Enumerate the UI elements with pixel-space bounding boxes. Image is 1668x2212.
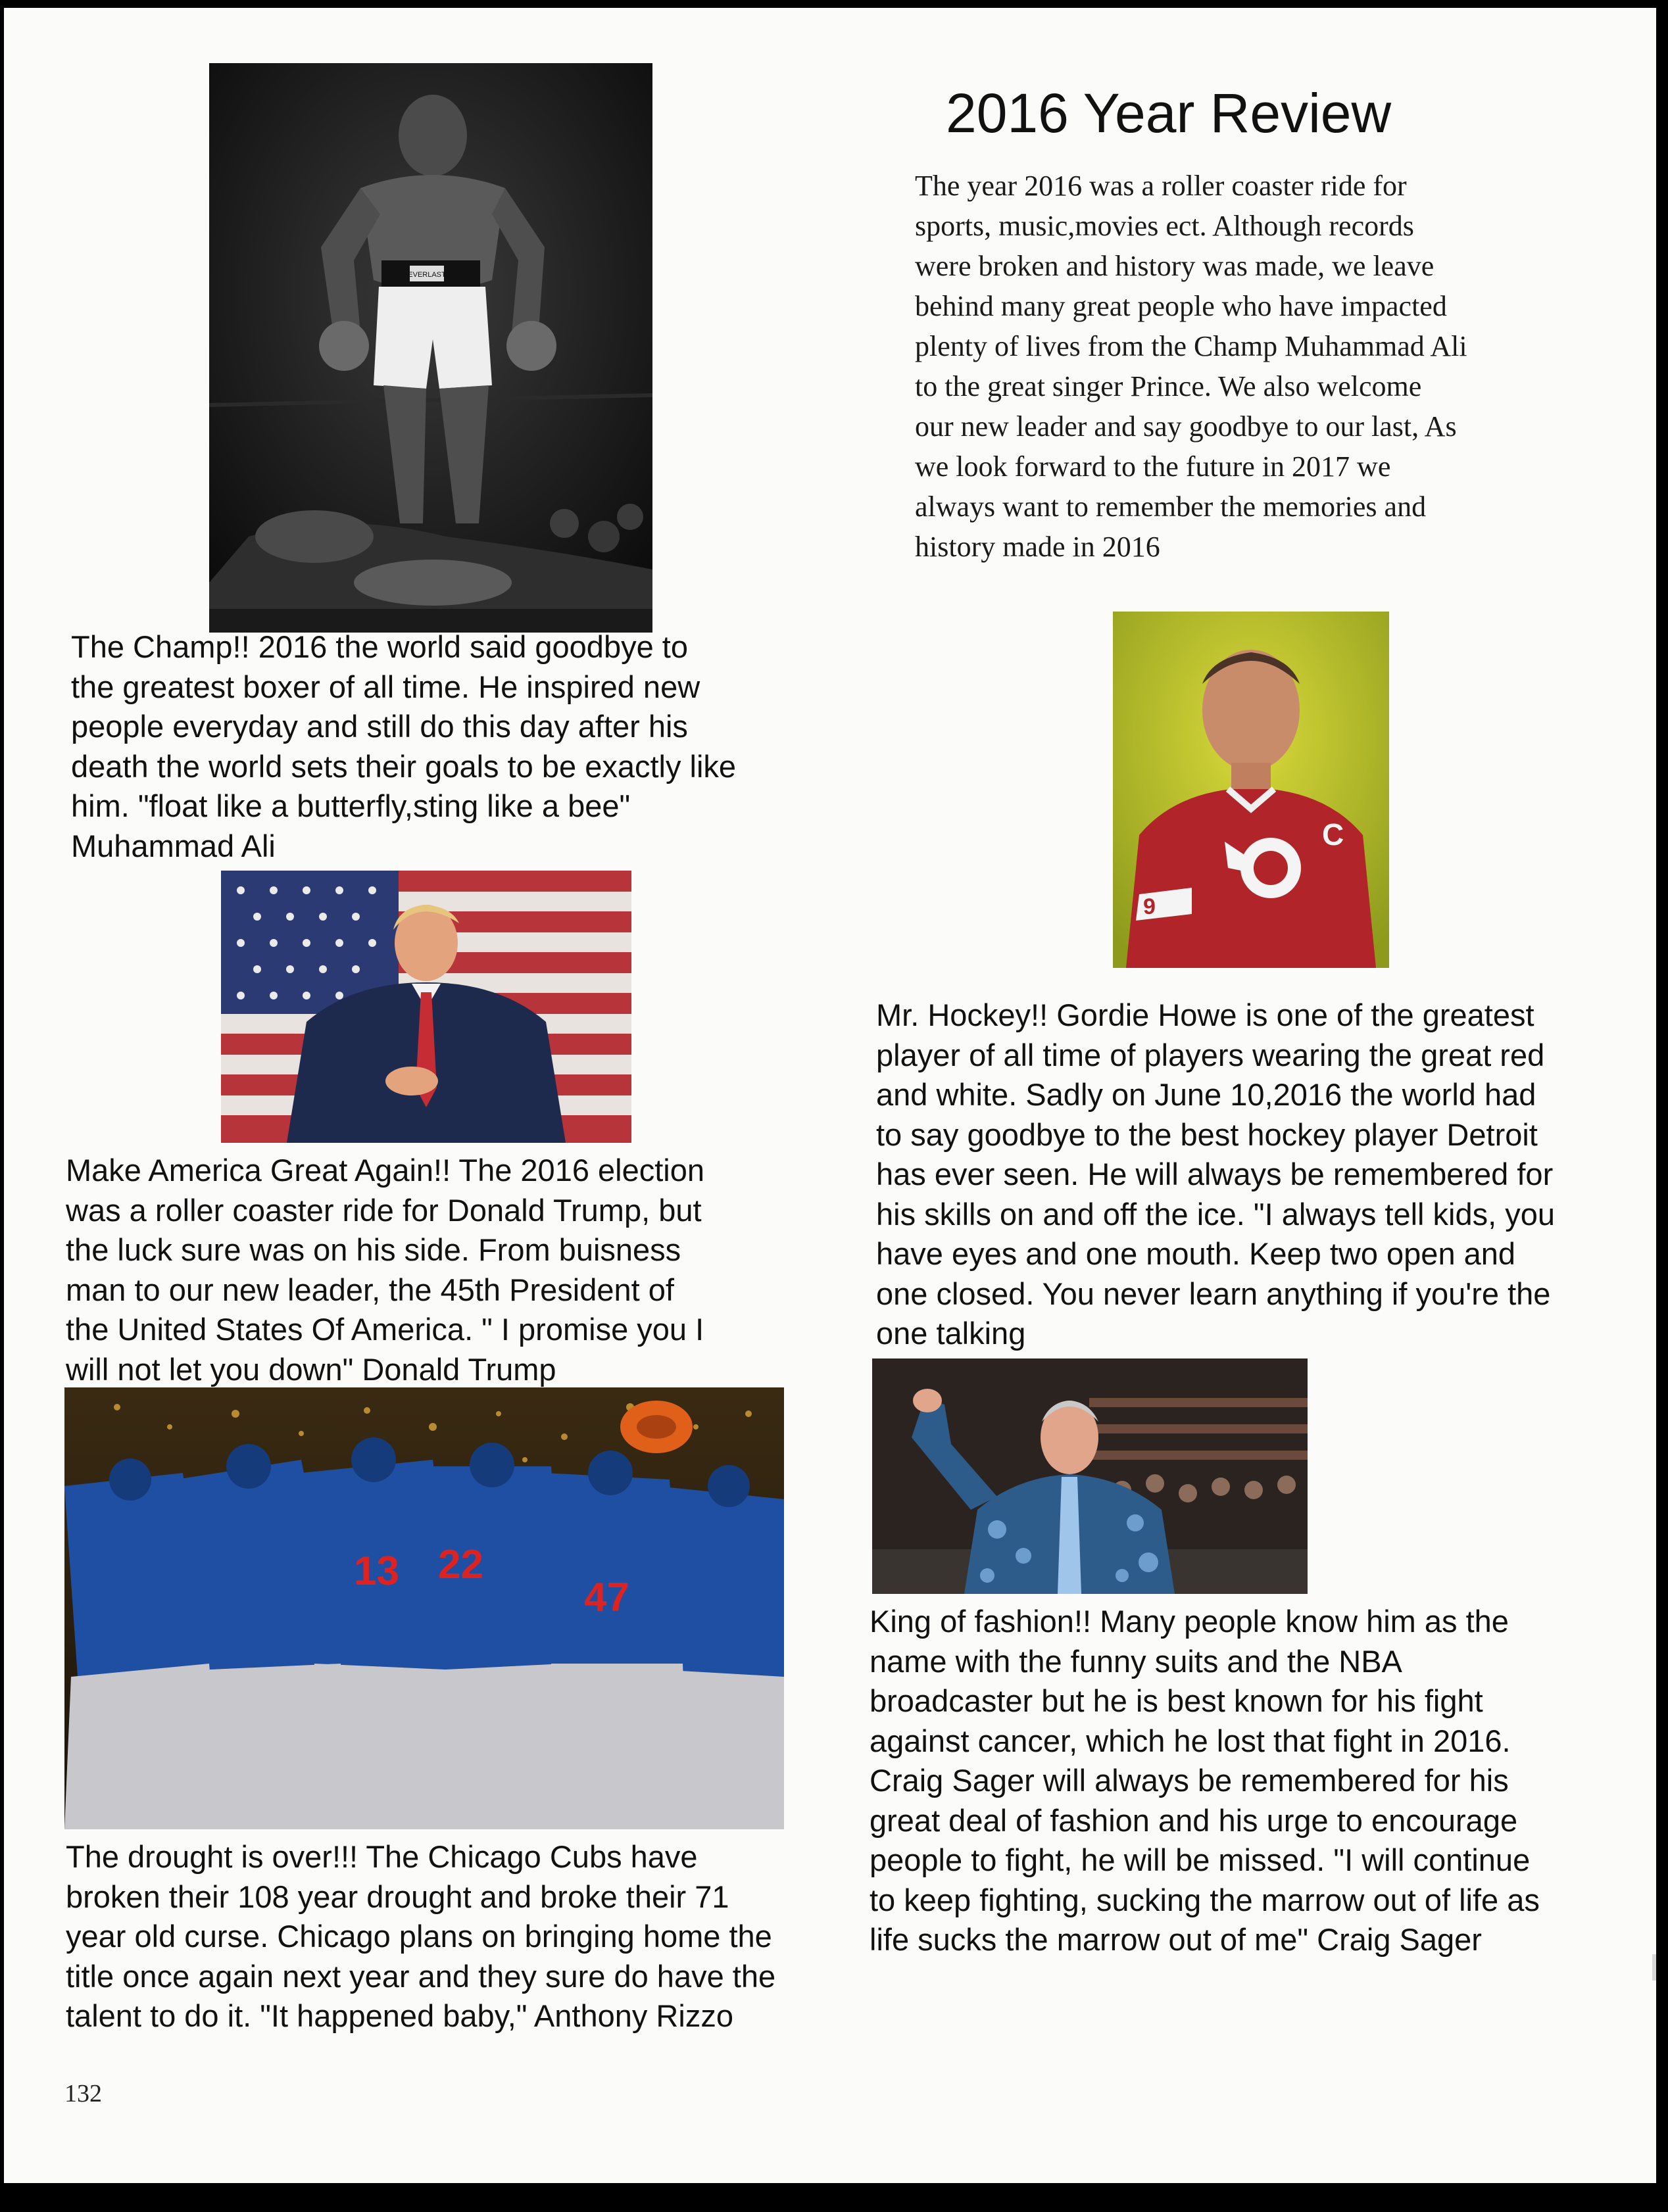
caption-line: Mr. Hockey!! Gordie Howe is one of the greatest — [876, 998, 1534, 1032]
caption-line: player of all time of players wearing the great red — [876, 1037, 1545, 1072]
caption-line: Muhammad Ali — [71, 828, 276, 863]
caption-line: Make America Great Again!! The 2016 election — [66, 1153, 705, 1188]
cubs-caption — [66, 1837, 775, 2036]
intro-line: behind many great people who have impacted — [915, 290, 1447, 322]
caption-line: talent to do it. "It happened baby," Anthony Rizzo — [66, 1998, 733, 2033]
intro-line: to the great singer Prince. We also welcome — [915, 370, 1422, 402]
jersey-number-13: 13 — [354, 1549, 399, 1594]
caption-line: the luck sure was on his side. From buisness — [66, 1232, 681, 1267]
cubs-photo — [64, 1387, 784, 1829]
caption-line: have eyes and one mouth. Keep two open and — [876, 1236, 1516, 1271]
caption-line: life sucks the marrow out of me" Craig Sager — [870, 1922, 1482, 1957]
intro-line: The year 2016 was a roller coaster ride for — [915, 170, 1407, 202]
howe-caption — [876, 996, 1555, 1354]
howe-photo-graphic — [1113, 612, 1389, 968]
caption-line: death the world sets their goals to be exactly like — [71, 748, 737, 784]
caption-line: the greatest boxer of all time. He inspired new — [71, 669, 700, 704]
caption-line: the United States Of America. " I promise you I — [66, 1312, 704, 1347]
intro-line: always want to remember the memories and — [915, 491, 1427, 523]
intro-line: our new leader and say goodbye to our last, As — [915, 410, 1457, 443]
jersey-number-22: 22 — [438, 1542, 483, 1587]
sager-photo-graphic — [872, 1358, 1308, 1594]
page-number: 132 — [64, 2080, 102, 2107]
caption-line: one closed. You never learn anything if you're the — [876, 1276, 1551, 1311]
caption-line: The drought is over!!! The Chicago Cubs have — [66, 1839, 698, 1874]
caption-line: him. "float like a butterfly,sting like a bee" — [71, 788, 631, 823]
intro-line: plenty of lives from the Champ Muhammad Ali — [915, 330, 1467, 362]
caption-line: has ever seen. He will always be remembered for — [876, 1157, 1554, 1191]
caption-line: The Champ!! 2016 the world said goodbye to — [71, 629, 688, 664]
intro-paragraph — [915, 166, 1467, 567]
ali-photo-graphic — [209, 63, 652, 633]
cubs-photo-graphic — [64, 1387, 784, 1829]
intro-line: history made in 2016 — [915, 531, 1160, 563]
caption-line: people to fight, he will be missed. "I will continue — [870, 1842, 1531, 1877]
ali-caption — [71, 627, 736, 866]
jersey-number: 9 — [1143, 894, 1156, 919]
ali-photo — [209, 63, 652, 633]
caption-line: great deal of fashion and his urge to encourage — [870, 1802, 1518, 1838]
caption-line: was a roller coaster ride for Donald Trump, but — [66, 1192, 702, 1228]
caption-line: broken their 108 year drought and broke their 71 — [66, 1879, 729, 1914]
intro-line: we look forward to the future in 2017 we — [915, 450, 1391, 483]
yearbook-page — [4, 8, 1656, 2183]
trump-photo — [221, 871, 631, 1143]
caption-line: will not let you down" Donald Trump — [66, 1351, 556, 1387]
trump-photo-graphic — [221, 871, 631, 1143]
caption-line: broadcaster but he is best known for his fight — [870, 1683, 1483, 1718]
caption-line: people everyday and still do this day after his — [71, 709, 688, 744]
caption-line: and white. Sadly on June 10,2016 the world had — [876, 1077, 1536, 1112]
caption-line: Craig Sager will always be remembered for his — [870, 1763, 1509, 1798]
jersey-number-47: 47 — [584, 1575, 629, 1620]
scan-edge-mark — [1652, 1954, 1656, 1981]
everlast-text: EVERLAST — [408, 271, 446, 279]
caption-line: to say goodbye to the best hockey player Detroit — [876, 1117, 1538, 1152]
sager-caption — [870, 1602, 1540, 1960]
caption-line: against cancer, which he lost that fight in 2016. — [870, 1723, 1511, 1758]
intro-line: were broken and history was made, we leave — [915, 250, 1435, 282]
howe-photo — [1113, 612, 1389, 968]
caption-line: name with the funny suits and the NBA — [870, 1643, 1402, 1679]
captain-letter: C — [1322, 817, 1344, 852]
caption-line: one talking — [876, 1316, 1026, 1351]
caption-line: man to our new leader, the 45th President of — [66, 1272, 674, 1307]
caption-line: King of fashion!! Many people know him as the — [870, 1604, 1509, 1639]
caption-line: year old curse. Chicago plans on bringing home the — [66, 1919, 772, 1954]
intro-line: sports, music,movies ect. Although records — [915, 210, 1414, 242]
sager-photo — [872, 1358, 1308, 1594]
caption-line: title once again next year and they sure do have the — [66, 1958, 776, 1994]
page-title: 2016 Year Review — [946, 82, 1392, 144]
trump-caption — [66, 1151, 704, 1389]
caption-line: his skills on and off the ice. "I always tell kids, you — [876, 1196, 1556, 1232]
caption-line: to keep fighting, sucking the marrow out of life as — [870, 1882, 1540, 1917]
